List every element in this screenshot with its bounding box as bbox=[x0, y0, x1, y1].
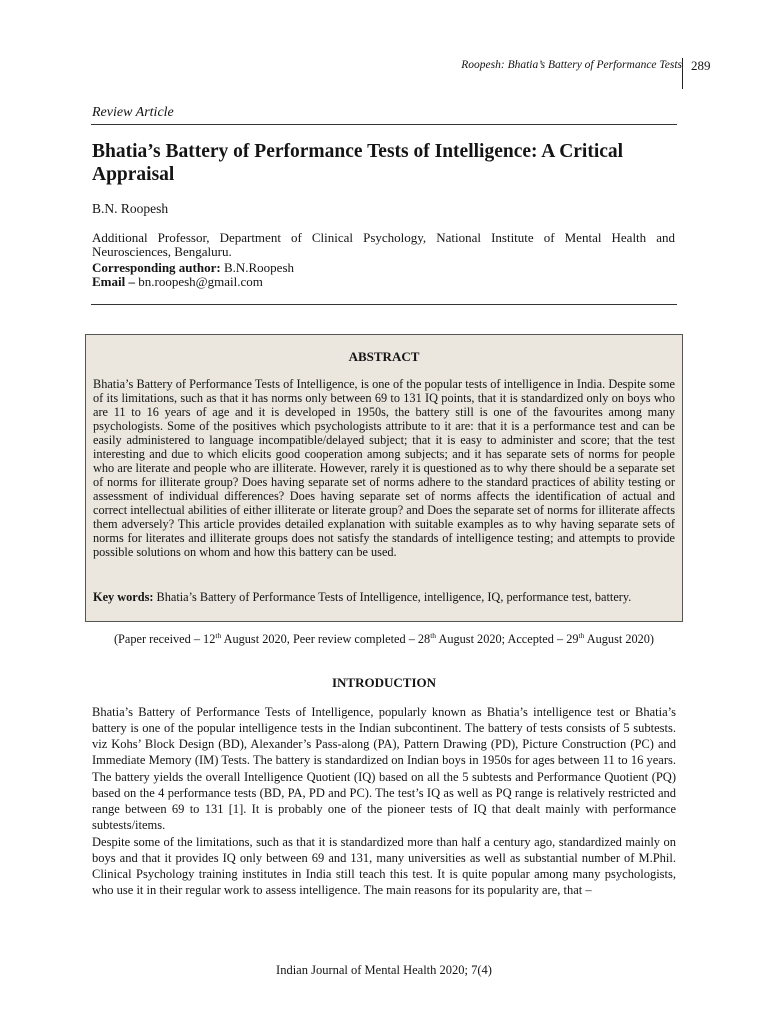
introduction-heading: INTRODUCTION bbox=[331, 675, 436, 690]
introduction-paragraph-2: Despite some of the limitations, such as that it is standardized more than half a century ago, standardized mainly on boys and that it provides IQ only between 69 and 131, many universities as well as substantial number of M.Phil. Clinical Psychology training institutes in India still teach this test. It is quite popular among many psychologists, who use it in their regular work to assess intelligence. The main reasons for its popularity are, that – bbox=[92, 835, 676, 898]
received-text-3: August 2020; Accepted – 29 bbox=[436, 632, 579, 646]
middle-rule bbox=[91, 304, 677, 305]
running-head: Roopesh: Bhatia’s Battery of Performance Tests bbox=[461, 59, 682, 71]
corresponding-value: B.N.Roopesh bbox=[220, 260, 295, 275]
author-email bbox=[92, 274, 263, 290]
author-affiliation: Additional Professor, Department of Clinical Psychology, National Institute of Mental Health and Neurosciences, Bengaluru. bbox=[92, 230, 675, 259]
header-divider bbox=[682, 58, 683, 89]
abstract-box bbox=[85, 334, 683, 622]
article-title: Bhatia’s Battery of Performance Tests of Intelligence: A Critical Appraisal bbox=[92, 141, 624, 185]
received-text-2: August 2020, Peer review completed – 28 bbox=[221, 632, 431, 646]
received-sup-1: th bbox=[215, 630, 222, 640]
keywords-text: Bhatia’s Battery of Performance Tests of Intelligence, intelligence, IQ, performance test, battery. bbox=[153, 590, 632, 604]
article-type: Review Article bbox=[92, 105, 174, 120]
keywords-label: Key words: bbox=[93, 590, 154, 604]
received-sup-3: th bbox=[578, 630, 585, 640]
keywords bbox=[93, 590, 675, 604]
received-text-1: (Paper received – 12 bbox=[113, 632, 216, 646]
abstract-heading: ABSTRACT bbox=[348, 349, 420, 364]
journal-footer: Indian Journal of Mental Health 2020; 7(4) bbox=[276, 963, 492, 977]
email-value[interactable]: bn.roopesh@gmail.com bbox=[134, 274, 263, 289]
corresponding-label: Corresponding author: bbox=[92, 260, 221, 275]
top-rule bbox=[91, 124, 677, 125]
page-number: 289 bbox=[691, 58, 711, 73]
email-label: Email – bbox=[92, 274, 135, 289]
received-text-4: August 2020) bbox=[584, 632, 655, 646]
author-name: B.N. Roopesh bbox=[92, 201, 169, 216]
introduction-paragraph-1: Bhatia’s Battery of Performance Tests of Intelligence, popularly known as Bhatia’s intelligence test or Bhatia’s battery is one of the popular intelligence tests in the Indian subcontinent. The battery of tests consists of 5 subtests. viz Kohs’ Block Design (BD), Alexander’s Pass-along (PA), Pattern Drawing (PD), Picture Construction (PC) and Immediate Memory (IM) Tests. The battery is standardized on Indian boys in 1950s for ages between 11 to 16 years. The battery yields the overall Intelligence Quotient (IQ) based on all the 5 subtests and Performance Quotient (PQ) based on the 4 performance tests (BD, PA, PD and PC). The test’s IQ as well as PQ range is relatively restricted and range between 69 to 131 [1]. It is probably one of the pioneer tests of IQ that dealt mainly with performance subtests/items. bbox=[92, 705, 676, 833]
paper-dates bbox=[92, 632, 676, 647]
received-sup-2: th bbox=[430, 630, 437, 640]
abstract-text: Bhatia’s Battery of Performance Tests of Intelligence, is one of the popular tests of intelligence in India. Despite some of its limitations, such as that it has norms only between 69 to 131 IQ points, that it is standardized only on boys who are 11 to 16 years of age and it is developed in 1950s, the battery still is one of the favourites among many psychologists. Some of the positives which psychologists attribute to it are: that it is a performance test and can be easily administered to language incompatible/delayed subject; that it is easy to administer and score; that the test interesting and due to which elicits good cooperation among subjects; and it has separate sets of norms for people who are literate and people who are illiterate. However, rarely it is questioned as to why there should be a separate set of norms for illiterate group? Does having separate set of norms adhere to the standard practices of ability testing or assessment of individual differences? Does having separate set of norms affects the identification of actual and correct intellectual abilities of either illiterate or literate group? and Does the separate set of norms for illiterate affects them adversely? This article provides detailed explanation with suitable examples as to why having separate sets of norms for literates and illiterate groups does not satisfy the standards of intelligence testing; and attempts to provide possible solutions on whom and how this battery can be used. bbox=[93, 377, 675, 559]
